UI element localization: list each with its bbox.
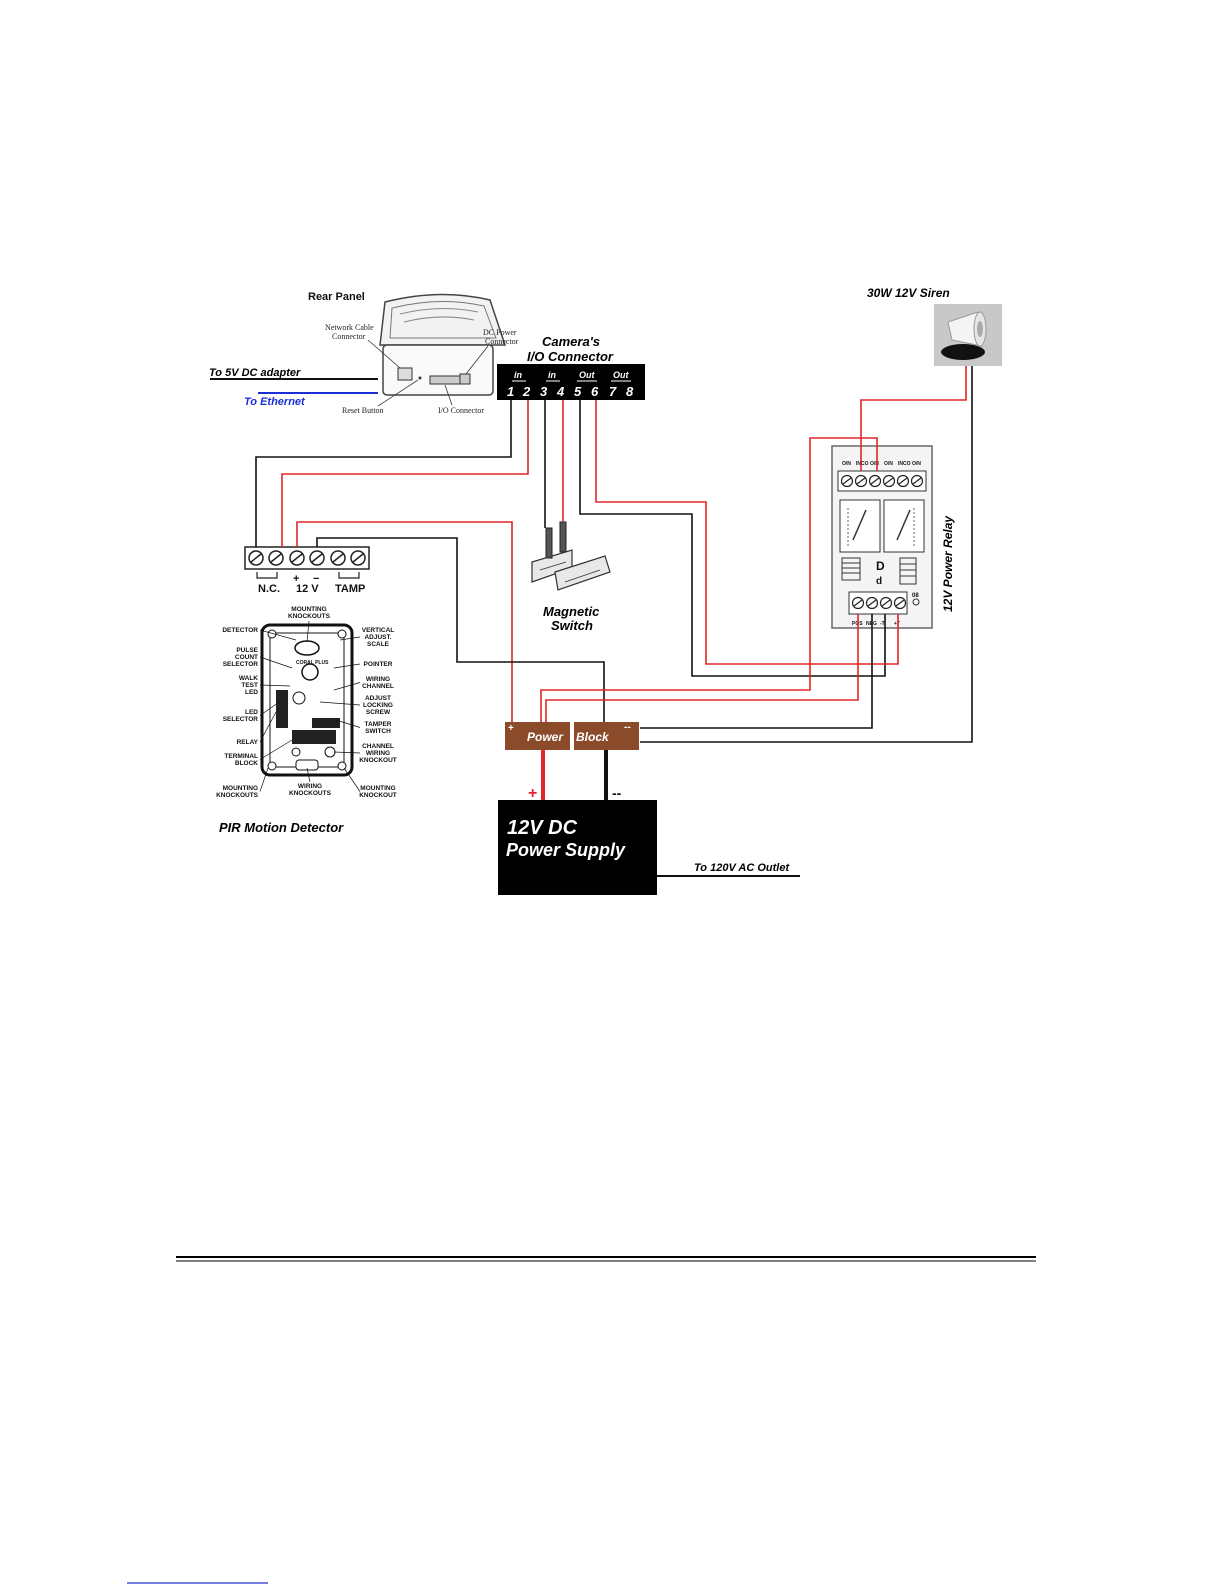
power-supply-minus: -- [612,785,622,801]
relay-top-label: O/N [912,461,921,467]
relay-coil-2 [884,500,924,552]
io-group-label: in [514,370,522,380]
io-pin-5: 5 [574,384,582,399]
pir-callout-left: PULSE [236,647,258,654]
relay-top-label: INCO [856,461,869,467]
rear-panel-title: Rear Panel [308,291,365,303]
relay-top-label: INCO [898,461,911,467]
relay-bottom-label: -T [880,621,885,627]
magnetic-switch [532,522,610,633]
terminal-nc-label: N.C. [258,583,280,595]
pir-detector-lens [302,664,318,680]
pir-callout-left: DETECTOR [222,627,258,634]
pir-top-knockout [295,641,319,655]
pir-callout-right: MOUNTING [360,785,396,792]
relay-coil-1 [840,500,880,552]
pir-callout-left: COUNT [234,654,258,661]
pir-terminal-block-detail [292,730,336,744]
pir-callout-right: LOCKING [363,702,393,709]
svg-text:D: D [876,559,885,573]
pir-callout-left: WALK [238,675,258,682]
camera-io-connector [497,334,645,400]
relay-side-mark: 08 [912,593,919,599]
pir-callout-left: KNOCKOUTS [216,792,258,799]
svg-text:d: d [876,576,883,587]
to-dc-adapter-label: To 5V DC adapter [209,367,301,379]
network-cable-label-2: Connector [332,332,366,341]
io-pin-7: 7 [609,384,617,399]
relay-top-label: O/N [870,461,879,467]
magnetic-switch-lead-2 [560,522,566,552]
io-title-1: Camera's [542,334,601,349]
power-block-minus: -- [624,722,631,733]
relay-top-label: O/N [842,461,851,467]
pir-callout-bottom: KNOCKOUTS [289,790,331,797]
terminal-12v-label: 12 V [296,583,319,595]
pir-callout-right: TAMPER [364,721,392,728]
pir-title: PIR Motion Detector [219,820,344,835]
relay-top-label: O/N [884,461,893,467]
pir-tamper-switch [312,718,340,728]
network-port [398,368,412,380]
magnetic-switch-label-2: Switch [551,618,593,633]
relay-bottom-label: +T [894,621,900,627]
relay-label: 12V Power Relay [941,515,955,612]
power-block-label-right: Block [576,730,609,744]
io-pin-1: 1 [507,384,515,399]
terminal-minus-label: − [313,573,320,585]
pir-callout-left: TERMINAL [224,753,258,760]
pir-callout-right: WIRING [365,676,391,683]
io-pin-4: 4 [557,384,565,399]
pir-callout-left: LED [245,709,258,716]
pir-callout-right: POINTER [363,661,393,668]
power-relay [832,446,955,628]
io-pin-6: 6 [591,384,599,399]
terminal-tamp-label: TAMP [335,583,366,595]
io-pin-3: 3 [540,384,548,399]
power-supply-plus: + [528,785,538,802]
pir-callout-right: ADJUST. [364,634,392,641]
pir-callout-right: VERTICAL [361,627,395,634]
pir-callout-left: BLOCK [234,760,258,767]
pir-callout-right: SWITCH [365,728,391,735]
camera-rear-panel [209,291,519,415]
pir-callout-right: SCREW [365,709,391,716]
pir-callout-bottom: WIRING [297,783,323,790]
io-title-2: I/O Connector [527,349,613,364]
magnetic-switch-lead-1 [546,528,552,558]
pir-callout-right: KNOCKOUT [359,757,397,764]
reset-button-dot [419,377,422,380]
pir-callout-left: MOUNTING [222,785,258,792]
io-connector-label: I/O Connector [438,406,484,415]
relay-bottom-label: NEG [866,621,877,627]
pir-callout-right: SCALE [366,641,390,648]
io-group-label: Out [579,370,595,380]
terminal-plus-label: + [293,573,300,585]
pir-callout-right: ADJUST [364,695,392,702]
siren-base [941,344,985,360]
reset-button-label: Reset Button [342,406,384,415]
to-ac-outlet-label: To 120V AC Outlet [694,862,790,874]
network-cable-label: Network Cable [325,323,374,332]
to-ethernet-label: To Ethernet [244,396,305,408]
pir-callout-left: LED [245,689,258,696]
pir-callout-top: KNOCKOUTS [288,613,330,620]
power-supply-line-2: Power Supply [506,840,626,860]
pir-callout-right: CHANNEL [362,683,394,690]
pir-callout-left: SELECTOR [222,661,258,668]
dc-power-label-2: Connector [485,337,519,346]
power-supply [498,785,800,895]
pir-relay-component [276,690,288,728]
io-pin-8: 8 [626,384,634,399]
pir-callout-top: MOUNTING [291,606,327,613]
pir-callout-left: TEST [241,682,258,689]
io-pin-2: 2 [523,384,531,399]
dc-power-port [460,374,470,384]
wire-relay-common-to-power [541,438,877,722]
pir-motion-detector [216,606,397,835]
wire-pin2-to-nc [282,400,528,547]
relay-bottom-label: POS [852,621,863,627]
power-block [505,722,639,750]
pir-callout-right: WIRING [365,750,391,757]
power-block-label-left: Power [527,730,564,744]
pir-callout-left: SELECTOR [222,716,258,723]
dc-power-label: DC Power [483,328,517,337]
pir-brand: CORAL PLUS [296,660,329,666]
io-group-label: Out [613,370,629,380]
pir-callout-right: KNOCKOUT [359,792,397,799]
siren-label: 30W 12V Siren [867,286,950,300]
power-block-plus: + [508,723,514,734]
io-group-label: in [548,370,556,380]
pir-callout-right: CHANNEL [362,743,394,750]
pir-callout-left: RELAY [236,739,258,746]
power-supply-line-1: 12V DC [507,817,578,839]
siren [867,286,1002,366]
io-port [430,376,460,384]
pir-terminal-block [245,547,369,595]
magnetic-switch-label-1: Magnetic [543,604,600,619]
wire-relay-neg [640,614,872,728]
